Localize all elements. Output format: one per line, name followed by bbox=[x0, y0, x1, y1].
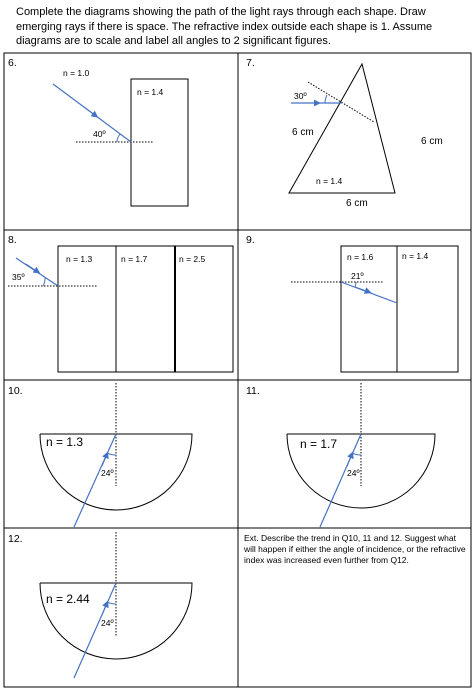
q6-angle-label: 40º bbox=[93, 129, 106, 139]
q8-angle-arc bbox=[43, 278, 45, 286]
q7-left-side-length: 6 cm bbox=[292, 127, 314, 138]
q10-angle-arc bbox=[107, 453, 116, 455]
q8-ray-arrow bbox=[26, 264, 38, 272]
q12-ray-arrow bbox=[102, 603, 107, 615]
q9-block-1 bbox=[341, 246, 397, 372]
q9-diagram bbox=[291, 246, 458, 372]
q9-refracted-ray bbox=[341, 282, 397, 303]
q10-number: 10. bbox=[8, 385, 23, 397]
q12-inside-index: n = 2.44 bbox=[46, 592, 90, 606]
q6-ray-arrow bbox=[84, 107, 96, 116]
q8-block1-index: n = 1.3 bbox=[66, 254, 93, 264]
q12-number: 12. bbox=[8, 533, 23, 545]
q12-angle-label: 24º bbox=[101, 618, 114, 628]
q10-diagram bbox=[40, 383, 192, 527]
q9-block2-index: n = 1.4 bbox=[402, 251, 429, 261]
q8-number: 8. bbox=[8, 234, 17, 246]
q8-block2-index: n = 1.7 bbox=[121, 254, 148, 264]
q11-angle-arc bbox=[352, 453, 361, 455]
q10-inside-index: n = 1.3 bbox=[46, 435, 84, 449]
q9-number: 9. bbox=[246, 234, 255, 246]
q8-angle-label: 35º bbox=[12, 272, 25, 282]
q9-ray-arrow bbox=[355, 287, 369, 292]
extension-question: Ext. Describe the trend in Q10, 11 and 12. Suggest what will happen if either the angle of incidence, or the refractive index was increased even further from Q12. bbox=[244, 533, 466, 565]
q9-block1-index: n = 1.6 bbox=[347, 252, 374, 262]
q6-diagram bbox=[53, 79, 188, 206]
q8-block-1 bbox=[58, 246, 116, 372]
q7-angle-arc bbox=[325, 95, 327, 103]
q11-diagram bbox=[287, 383, 435, 527]
q6-block-index: n = 1.4 bbox=[137, 87, 164, 97]
q7-inside-index: n = 1.4 bbox=[316, 176, 343, 186]
q10-angle-label: 24º bbox=[101, 468, 114, 478]
q7-angle-label: 30º bbox=[294, 91, 307, 101]
q6-angle-arc bbox=[117, 134, 120, 142]
q7-base-length: 6 cm bbox=[346, 198, 368, 209]
instructions-text: Complete the diagrams showing the path of the light rays through each shape. Draw emerging rays if there is space. The refractive index outside each shape is 1. Assume diagrams are to scale and label all angles to 2 significant figures. bbox=[16, 6, 433, 48]
q9-angle-label: 21º bbox=[351, 271, 364, 281]
q7-number: 7. bbox=[246, 57, 255, 69]
q11-number: 11. bbox=[246, 385, 260, 397]
q8-block-3 bbox=[175, 246, 233, 372]
q6-outside-index: n = 1.0 bbox=[63, 68, 90, 78]
q8-diagram bbox=[8, 246, 233, 372]
q11-inside-index: n = 1.7 bbox=[300, 437, 338, 451]
q11-ray-arrow bbox=[347, 454, 352, 466]
q10-ray-arrow bbox=[102, 454, 107, 466]
q9-block-2 bbox=[397, 246, 458, 372]
q8-block-2 bbox=[116, 246, 175, 372]
q9-angle-arc bbox=[355, 282, 356, 287]
q12-angle-arc bbox=[107, 602, 116, 604]
q8-block3-index: n = 2.5 bbox=[179, 254, 206, 264]
q7-right-side-length: 6 cm bbox=[421, 136, 443, 147]
q6-number: 6. bbox=[8, 57, 17, 69]
q11-angle-label: 24º bbox=[347, 468, 360, 478]
